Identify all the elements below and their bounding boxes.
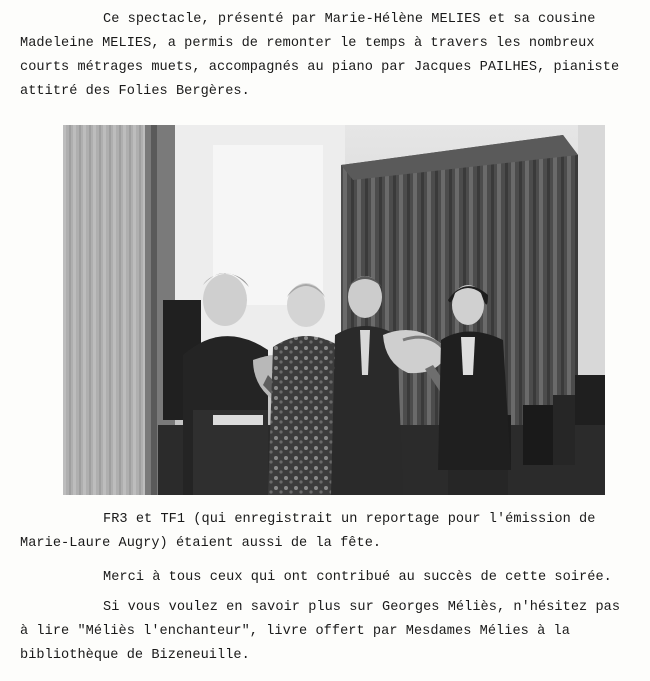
- intro-paragraph: [0, 8, 650, 104]
- credits-line-2: Marie-Laure Augry) étaient aussi de la fête.: [20, 536, 382, 551]
- intro-line-2: Madeleine MELIES, a permis de remonter le temps à travers les nombreux: [20, 36, 595, 51]
- more-info-paragraph: [0, 596, 650, 668]
- more-line-2: à lire "Méliès l'enchanteur", livre offert par Mesdames Mélies à la: [20, 624, 570, 639]
- intro-line-1: Ce spectacle, présenté par Marie-Hélène MELIES et sa cousine: [103, 12, 596, 27]
- credits-line-1: FR3 et TF1 (qui enregistrait un reportage pour l'émission de: [103, 512, 596, 527]
- thanks-paragraph: [0, 566, 650, 590]
- stage-photograph: [63, 125, 605, 495]
- credits-paragraph: [0, 508, 650, 556]
- thanks-line-1: Merci à tous ceux qui ont contribué au succès de cette soirée.: [103, 570, 612, 585]
- intro-line-4: attitré des Folies Bergères.: [20, 84, 250, 99]
- intro-line-3: courts métrages muets, accompagnés au piano par Jacques PAILHES, pianiste: [20, 60, 620, 75]
- more-line-1: Si vous voulez en savoir plus sur Georges Méliès, n'hésitez pas: [103, 600, 621, 615]
- more-line-3: bibliothèque de Bizeneuille.: [20, 648, 250, 663]
